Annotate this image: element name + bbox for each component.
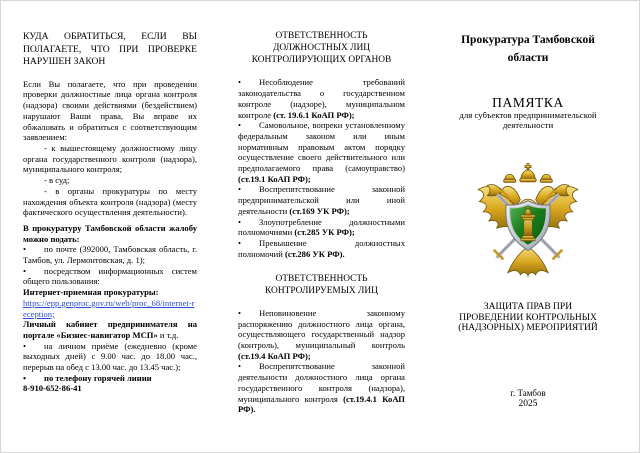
bullet-icon: • <box>238 184 242 195</box>
business-navigator-line <box>23 319 197 340</box>
list-item <box>238 184 405 216</box>
org-name: Прокуратура Тамбовской области <box>461 34 595 64</box>
internet-reception-link[interactable]: https://epp.genproc.gov.ru/web/proc_68/internet-reception; <box>23 297 195 319</box>
place-line: г. Тамбов <box>510 388 546 398</box>
bullet-icon: • <box>238 361 242 372</box>
cover-column <box>437 29 619 449</box>
list-item-personal-visit <box>23 341 197 373</box>
item-text: Несоблюдение требований законодательства о государственном контроле (надзоре), муниципальном контроле <box>238 77 405 120</box>
cover-main-title-text: ЗАЩИТА ПРАВ ПРИ ПРОВЕДЕНИИ КОНТРОЛЬНЫХ (НАДЗОРНЫХ) МЕРОПРИЯТИЙ <box>458 302 598 334</box>
option-prosecutor: - в органы прокуратуры по месту нахождения объекта контроля (надзора) (месту фактического осуществления деятельности). <box>23 185 197 218</box>
bullet-icon: • <box>238 120 242 131</box>
list-item <box>238 77 405 120</box>
item-text: Воспрепятствование законной деятельности должностного лица органа государственного контроля (надзора), муниципального контроля <box>238 361 405 404</box>
statute-ref: (ст.19.4 КоАП РФ); <box>238 350 311 361</box>
left-heading: КУДА ОБРАТИТЬСЯ, ЕСЛИ ВЫ ПОЛАГАЕТЕ, ЧТО ПРИ ПРОВЕРКЕ НАРУШЕН ЗАКОН <box>23 31 197 68</box>
list-item <box>238 120 405 184</box>
list-item-text: посредством информационных систем общего пользования: <box>23 265 197 287</box>
bullet-icon: • <box>23 372 27 383</box>
statute-ref: (ст. 19.6.1 КоАП РФ); <box>273 109 355 120</box>
option-court: - в суд; <box>44 175 70 186</box>
statute-ref: (ст.169 УК РФ); <box>289 205 350 216</box>
list-item-text: по телефону горячей линии <box>44 372 152 383</box>
bullet-icon: • <box>238 237 242 248</box>
hotline-number: 8-910-652-86-41 <box>23 383 82 394</box>
option-superior: - к вышестоящему должностному лицу органа государственного контроля (надзора), муниципального контроля; <box>23 143 197 175</box>
cabinet-label-tail: и т.д. <box>157 329 179 340</box>
statute-ref: (ст.286 УК РФ). <box>284 248 345 259</box>
doc-type-title: ПАМЯТКА <box>492 95 564 110</box>
bullet-icon: • <box>238 216 242 227</box>
statute-ref: (ст.19.4.1 КоАП РФ). <box>238 393 405 415</box>
list-item-text: по почте (392000, Тамбовская область, г. Тамбов, ул. Лермонтовская, д. 1); <box>23 244 197 266</box>
list-item <box>238 361 405 415</box>
list-item <box>238 308 405 362</box>
year-line: 2025 <box>518 399 538 409</box>
list-item <box>238 217 405 238</box>
intro-paragraph: Если Вы полагаете, что при проведении проверки должностные лица органа контроля (надзора) своими действиями (бездействием) нарушают Ваши права, Вы вправе их обжаловать и обратиться с соответствующим заявлением: <box>23 78 197 143</box>
submit-heading: В прокуратуру Тамбовской области жалобу можно подать: <box>23 222 197 244</box>
item-text: Самовольное, вопреки установленному федеральным законом или иным нормативным правовым актом порядку осуществление своего действительного или предполагаемого права (самоуправство) <box>238 120 405 174</box>
bullet-icon: • <box>238 77 242 88</box>
item-text: Неповиновение законному распоряжению должностного лица органа, осуществляющего государственный надзор (контроль), муниципальный контроль <box>238 307 405 351</box>
bullet-icon: • <box>238 307 242 318</box>
list-item-info-systems <box>23 266 197 287</box>
cabinet-label: Личный кабинет предпринимателя на портале «Бизнес-навигатор МСП» <box>23 319 197 340</box>
bullet-icon: • <box>23 244 27 255</box>
internet-reception-label: Интернет-приемная прокуратуры: <box>23 287 159 298</box>
middle-column <box>238 31 405 415</box>
list-item-hotline <box>23 373 197 384</box>
prosecutor-eagle-emblem-icon <box>472 160 584 282</box>
list-item-mail <box>23 244 197 265</box>
left-column <box>23 31 197 394</box>
item-text: Превышение должностных полномочий <box>238 237 405 259</box>
item-text: Злоупотребление должностными полномочиями <box>238 216 405 238</box>
list-item-text: на личном приёме (ежедневно (кроме выходных дней) с 9.00 час. до 18.00 час., перерыв на обед с 13.00 час. до 13.45 час.); <box>23 340 197 373</box>
statute-ref: (ст.19.1 КоАП РФ); <box>238 173 311 184</box>
cover-main-title <box>437 302 619 334</box>
officials-heading: ОТВЕТСТВЕННОСТЬ ДОЛЖНОСТНЫХ ЛИЦ КОНТРОЛИРУЮЩИХ ОРГАНОВ <box>251 31 392 65</box>
item-text: Воспрепятствование законной предпринимательской или иной деятельности <box>238 184 405 216</box>
list-item <box>238 238 405 259</box>
bullet-icon: • <box>23 265 27 276</box>
statute-ref: (ст.285 УК РФ); <box>294 227 355 238</box>
doc-subtitle: для субъектов предпринимательской деятельности <box>459 110 597 130</box>
controlled-heading: ОТВЕТСТВЕННОСТЬ КОНТРОЛИРУЕМЫХ ЛИЦ <box>265 274 378 297</box>
bullet-icon: • <box>23 340 27 351</box>
